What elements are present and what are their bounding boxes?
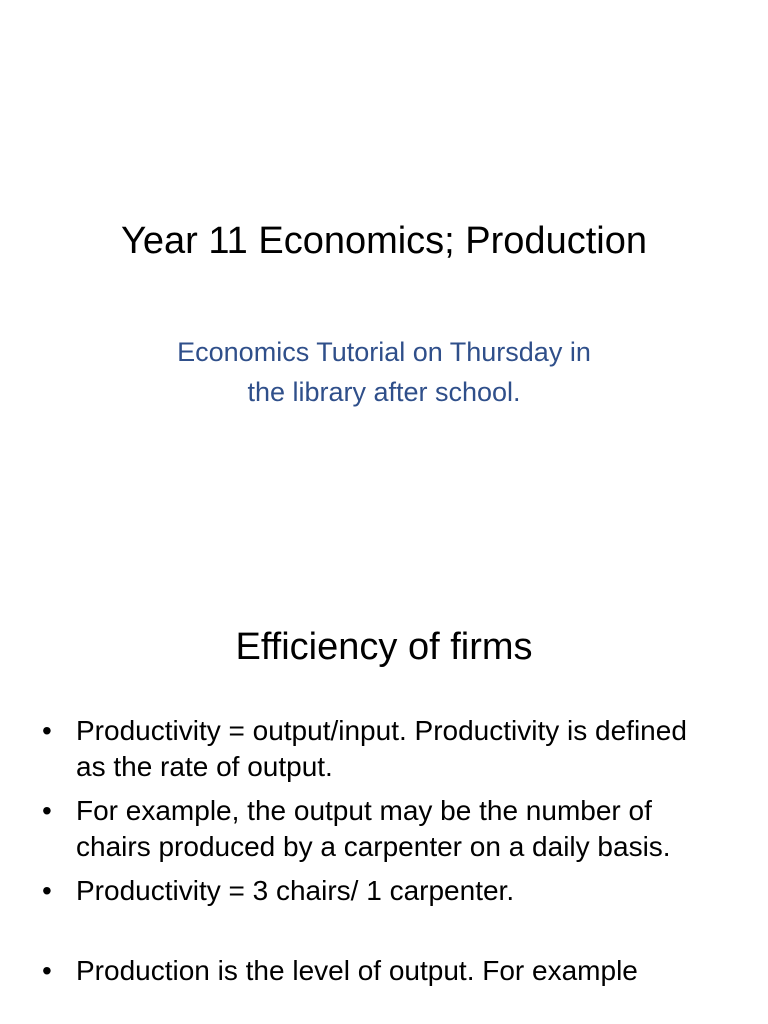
bullet-item bbox=[42, 873, 722, 909]
bullet-icon: • bbox=[42, 955, 52, 986]
bullet-item bbox=[42, 953, 722, 989]
bullet-icon: • bbox=[42, 795, 52, 826]
bullet-icon: • bbox=[42, 875, 52, 906]
bullet-text: Production is the level of output. For example bbox=[76, 955, 638, 986]
slide-title: Efficiency of firms bbox=[235, 626, 533, 668]
subtitle-line-2: the library after school. bbox=[247, 377, 521, 407]
subtitle-line-1: Economics Tutorial on Thursday in bbox=[177, 337, 591, 367]
bullet-list bbox=[42, 713, 722, 997]
slide-efficiency-of-firms bbox=[0, 576, 768, 1024]
slide-title: Year 11 Economics; Production bbox=[121, 220, 647, 262]
bullet-text: Productivity = 3 chairs/ 1 carpenter. bbox=[76, 875, 515, 906]
bullet-item bbox=[42, 713, 722, 785]
bullet-icon: • bbox=[42, 715, 52, 746]
bullet-text: For example, the output may be the number of chairs produced by a carpenter on a daily basis. bbox=[76, 795, 671, 862]
bullet-item bbox=[42, 793, 722, 865]
bullet-text: Productivity = output/input. Productivity is defined as the rate of output. bbox=[76, 715, 687, 782]
slide-subtitle bbox=[0, 332, 768, 412]
